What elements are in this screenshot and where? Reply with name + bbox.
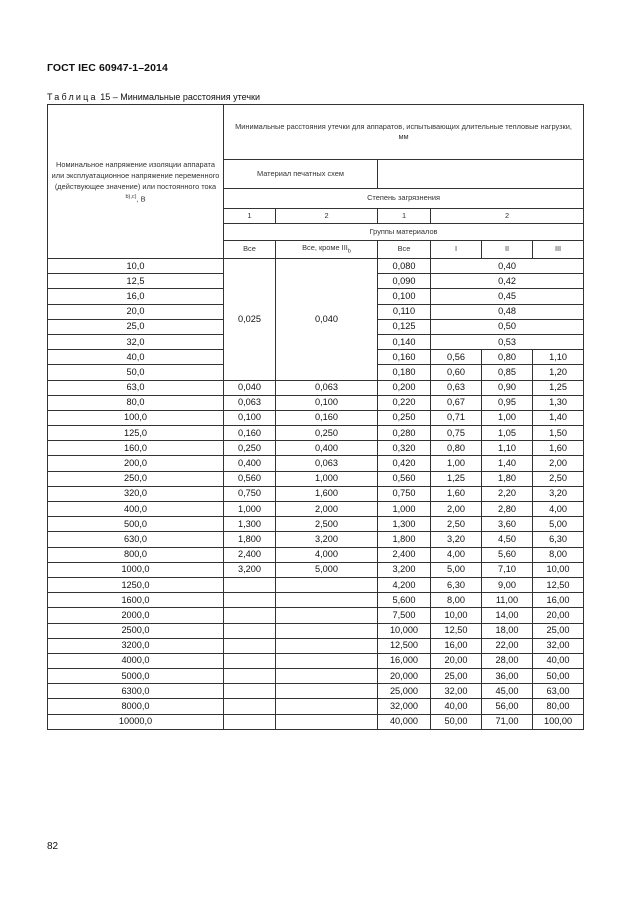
group-ii-cell: 11,00 bbox=[482, 593, 533, 608]
pcb-pd2-cell: 0,160 bbox=[276, 410, 378, 425]
group-title-header: Минимальные расстояния утечки для аппаратов, испытывающих длительные тепловые нагрузки, мм bbox=[224, 105, 584, 160]
table-row bbox=[48, 684, 584, 699]
voltage-cell: 1250,0 bbox=[48, 577, 224, 592]
group-i-cell: 0,63 bbox=[431, 380, 482, 395]
group-iii-cell: 80,00 bbox=[533, 699, 584, 714]
group-ii-cell: 0,85 bbox=[482, 365, 533, 380]
group-i-cell: 0,56 bbox=[431, 350, 482, 365]
pd1-all-cell: 0,320 bbox=[378, 441, 431, 456]
pd1-all-cell: 0,080 bbox=[378, 259, 431, 274]
pcb-pd2-cell: 5,000 bbox=[276, 562, 378, 577]
pd1-all-cell: 32,000 bbox=[378, 699, 431, 714]
group-i-cell: 12,50 bbox=[431, 623, 482, 638]
standard-title: ГОСТ IEC 60947-1–2014 bbox=[47, 62, 168, 74]
table-row bbox=[48, 395, 584, 410]
pcb-pd2-cell: 1,000 bbox=[276, 471, 378, 486]
pd2-all-groups-cell: 0,53 bbox=[431, 334, 584, 349]
group-ii-cell: 36,00 bbox=[482, 669, 533, 684]
pd1b-header: 1 bbox=[378, 209, 431, 224]
table-row bbox=[48, 623, 584, 638]
pcb-pd1-cell bbox=[224, 593, 276, 608]
voltage-cell: 250,0 bbox=[48, 471, 224, 486]
table-row bbox=[48, 532, 584, 547]
group-i-cell: 40,00 bbox=[431, 699, 482, 714]
all2-header: Все bbox=[378, 241, 431, 259]
group-iii-cell: 5,00 bbox=[533, 517, 584, 532]
voltage-cell: 12,5 bbox=[48, 274, 224, 289]
pcb-pd1-cell: 2,400 bbox=[224, 547, 276, 562]
group-ii-cell: 28,00 bbox=[482, 653, 533, 668]
group-ii-cell: 18,00 bbox=[482, 623, 533, 638]
group-iii-header: III bbox=[533, 241, 584, 259]
pd2-header: 2 bbox=[276, 209, 378, 224]
table-body bbox=[48, 259, 584, 730]
pcb-pd2-cell bbox=[276, 714, 378, 729]
pcb-pd1-cell: 0,750 bbox=[224, 486, 276, 501]
pcb-pd1-cell: 0,040 bbox=[224, 380, 276, 395]
pcb-pd2-cell bbox=[276, 653, 378, 668]
voltage-cell: 160,0 bbox=[48, 441, 224, 456]
voltage-cell: 4000,0 bbox=[48, 653, 224, 668]
voltage-cell: 400,0 bbox=[48, 502, 224, 517]
pcb-pd2-cell bbox=[276, 669, 378, 684]
caption-number: 15 bbox=[100, 92, 111, 102]
table-row bbox=[48, 547, 584, 562]
voltage-cell: 320,0 bbox=[48, 486, 224, 501]
voltage-cell: 80,0 bbox=[48, 395, 224, 410]
pd2-all-groups-cell: 0,40 bbox=[431, 259, 584, 274]
group-iii-cell: 6,30 bbox=[533, 532, 584, 547]
voltage-cell: 100,0 bbox=[48, 410, 224, 425]
group-i-cell: 6,30 bbox=[431, 577, 482, 592]
creepage-table bbox=[47, 104, 584, 730]
voltage-header-sup: b),c) bbox=[125, 193, 137, 200]
pcb-pd2-cell bbox=[276, 623, 378, 638]
pcb-pd2-cell: 0,063 bbox=[276, 380, 378, 395]
group-iii-cell: 8,00 bbox=[533, 547, 584, 562]
voltage-cell: 1600,0 bbox=[48, 593, 224, 608]
pd1-all-cell: 0,100 bbox=[378, 289, 431, 304]
pcb-pd1-cell: 1,800 bbox=[224, 532, 276, 547]
group-i-cell: 20,00 bbox=[431, 653, 482, 668]
voltage-cell: 200,0 bbox=[48, 456, 224, 471]
pd2-all-groups-cell: 0,50 bbox=[431, 319, 584, 334]
pcb-pd1-cell: 0,400 bbox=[224, 456, 276, 471]
voltage-cell: 630,0 bbox=[48, 532, 224, 547]
pcb-pd1-cell: 0,560 bbox=[224, 471, 276, 486]
pcb-pd1-cell bbox=[224, 608, 276, 623]
group-i-cell: 0,80 bbox=[431, 441, 482, 456]
pcb-pd2-cell bbox=[276, 577, 378, 592]
pd2-all-groups-cell: 0,42 bbox=[431, 274, 584, 289]
voltage-cell: 40,0 bbox=[48, 350, 224, 365]
group-i-cell: 25,00 bbox=[431, 669, 482, 684]
pd1-all-cell: 25,000 bbox=[378, 684, 431, 699]
group-i-cell: 0,75 bbox=[431, 426, 482, 441]
group-ii-cell: 2,80 bbox=[482, 502, 533, 517]
group-i-cell: 2,00 bbox=[431, 502, 482, 517]
empty-header-cell bbox=[378, 160, 584, 189]
pcb-pd1-cell: 1,000 bbox=[224, 502, 276, 517]
pcb-pd2-cell: 4,000 bbox=[276, 547, 378, 562]
voltage-header-unit: , В bbox=[136, 194, 146, 204]
group-i-cell: 32,00 bbox=[431, 684, 482, 699]
table-row bbox=[48, 471, 584, 486]
pcb-pd1-cell: 0,063 bbox=[224, 395, 276, 410]
group-iii-cell: 12,50 bbox=[533, 577, 584, 592]
pd1-all-cell: 1,300 bbox=[378, 517, 431, 532]
pollution-degree-header: Степень загрязнения bbox=[224, 189, 584, 209]
pd1-all-cell: 0,200 bbox=[378, 380, 431, 395]
voltage-cell: 10000,0 bbox=[48, 714, 224, 729]
group-iii-cell: 16,00 bbox=[533, 593, 584, 608]
pcb-pd1-cell bbox=[224, 623, 276, 638]
group-i-cell: 3,20 bbox=[431, 532, 482, 547]
pd1-all-cell: 0,140 bbox=[378, 334, 431, 349]
pcb-pd2-cell: 0,250 bbox=[276, 426, 378, 441]
table-row bbox=[48, 593, 584, 608]
group-iii-cell: 50,00 bbox=[533, 669, 584, 684]
pcb-pd1-cell bbox=[224, 714, 276, 729]
group-iii-cell: 1,30 bbox=[533, 395, 584, 410]
group-iii-cell: 3,20 bbox=[533, 486, 584, 501]
pcb-pd1-merged-cell: 0,025 bbox=[224, 259, 276, 381]
group-iii-cell: 63,00 bbox=[533, 684, 584, 699]
table-row bbox=[48, 259, 584, 274]
pd1-all-cell: 10,000 bbox=[378, 623, 431, 638]
group-iii-cell: 25,00 bbox=[533, 623, 584, 638]
pd1-all-cell: 0,180 bbox=[378, 365, 431, 380]
pd1-all-cell: 3,200 bbox=[378, 562, 431, 577]
pcb-pd2-cell bbox=[276, 638, 378, 653]
group-ii-cell: 7,10 bbox=[482, 562, 533, 577]
group-i-cell: 0,60 bbox=[431, 365, 482, 380]
pd1-all-cell: 0,090 bbox=[378, 274, 431, 289]
pd1-all-cell: 12,500 bbox=[378, 638, 431, 653]
group-i-cell: 5,00 bbox=[431, 562, 482, 577]
table-row bbox=[48, 699, 584, 714]
group-iii-cell: 1,20 bbox=[533, 365, 584, 380]
group-ii-cell: 0,95 bbox=[482, 395, 533, 410]
group-ii-cell: 1,80 bbox=[482, 471, 533, 486]
voltage-cell: 2500,0 bbox=[48, 623, 224, 638]
group-iii-cell: 2,50 bbox=[533, 471, 584, 486]
group-iii-cell: 100,00 bbox=[533, 714, 584, 729]
voltage-cell: 32,0 bbox=[48, 334, 224, 349]
pd1-all-cell: 0,160 bbox=[378, 350, 431, 365]
caption-label: Таблица bbox=[47, 92, 98, 102]
pcb-pd1-cell bbox=[224, 669, 276, 684]
pd1-all-cell: 0,280 bbox=[378, 426, 431, 441]
all-except-text: Все, кроме III bbox=[302, 242, 348, 252]
voltage-cell: 10,0 bbox=[48, 259, 224, 274]
table-row bbox=[48, 562, 584, 577]
voltage-cell: 16,0 bbox=[48, 289, 224, 304]
pcb-pd2-cell: 0,400 bbox=[276, 441, 378, 456]
voltage-cell: 20,0 bbox=[48, 304, 224, 319]
table-row bbox=[48, 577, 584, 592]
group-iii-cell: 1,25 bbox=[533, 380, 584, 395]
group-i-cell: 16,00 bbox=[431, 638, 482, 653]
pcb-pd1-cell: 3,200 bbox=[224, 562, 276, 577]
pd1-header: 1 bbox=[224, 209, 276, 224]
group-ii-cell: 56,00 bbox=[482, 699, 533, 714]
pcb-pd2-cell: 1,600 bbox=[276, 486, 378, 501]
pcb-material-header: Материал печатных схем bbox=[224, 160, 378, 189]
pd2-all-groups-cell: 0,48 bbox=[431, 304, 584, 319]
page-number: 82 bbox=[47, 841, 59, 852]
pcb-pd1-cell bbox=[224, 684, 276, 699]
pd1-all-cell: 0,110 bbox=[378, 304, 431, 319]
group-ii-header: II bbox=[482, 241, 533, 259]
group-iii-cell: 40,00 bbox=[533, 653, 584, 668]
voltage-header bbox=[48, 105, 224, 259]
group-i-cell: 50,00 bbox=[431, 714, 482, 729]
group-iii-cell: 1,60 bbox=[533, 441, 584, 456]
group-iii-cell: 1,50 bbox=[533, 426, 584, 441]
pd1-all-cell: 4,200 bbox=[378, 577, 431, 592]
group-i-cell: 0,67 bbox=[431, 395, 482, 410]
group-i-cell: 8,00 bbox=[431, 593, 482, 608]
table-row bbox=[48, 669, 584, 684]
group-i-cell: 1,00 bbox=[431, 456, 482, 471]
group-iii-cell: 20,00 bbox=[533, 608, 584, 623]
pcb-pd1-cell: 0,100 bbox=[224, 410, 276, 425]
table-row bbox=[48, 456, 584, 471]
group-ii-cell: 1,40 bbox=[482, 456, 533, 471]
voltage-cell: 2000,0 bbox=[48, 608, 224, 623]
group-ii-cell: 71,00 bbox=[482, 714, 533, 729]
group-ii-cell: 0,90 bbox=[482, 380, 533, 395]
group-ii-cell: 1,10 bbox=[482, 441, 533, 456]
group-ii-cell: 2,20 bbox=[482, 486, 533, 501]
voltage-cell: 5000,0 bbox=[48, 669, 224, 684]
group-ii-cell: 4,50 bbox=[482, 532, 533, 547]
group-iii-cell: 1,40 bbox=[533, 410, 584, 425]
pd2b-header: 2 bbox=[431, 209, 584, 224]
voltage-header-text: Номинальное напряжение изоляции аппарата или эксплуатационное напряжение переменного (действующее значение) или постоянного тока bbox=[51, 159, 220, 191]
group-iii-cell: 4,00 bbox=[533, 502, 584, 517]
table-row bbox=[48, 380, 584, 395]
group-ii-cell: 0,80 bbox=[482, 350, 533, 365]
table-row bbox=[48, 653, 584, 668]
pcb-pd1-cell: 0,160 bbox=[224, 426, 276, 441]
pd1-all-cell: 1,800 bbox=[378, 532, 431, 547]
pcb-pd2-cell bbox=[276, 699, 378, 714]
pd1-all-cell: 5,600 bbox=[378, 593, 431, 608]
all-except-header bbox=[276, 241, 378, 259]
pcb-pd2-merged-cell: 0,040 bbox=[276, 259, 378, 381]
table-row bbox=[48, 486, 584, 501]
pcb-pd1-cell: 1,300 bbox=[224, 517, 276, 532]
table-row bbox=[48, 608, 584, 623]
pd1-all-cell: 0,125 bbox=[378, 319, 431, 334]
voltage-cell: 800,0 bbox=[48, 547, 224, 562]
voltage-cell: 63,0 bbox=[48, 380, 224, 395]
table-row bbox=[48, 517, 584, 532]
voltage-cell: 8000,0 bbox=[48, 699, 224, 714]
group-ii-cell: 3,60 bbox=[482, 517, 533, 532]
group-i-cell: 4,00 bbox=[431, 547, 482, 562]
group-ii-cell: 1,00 bbox=[482, 410, 533, 425]
group-i-header: I bbox=[431, 241, 482, 259]
pd1-all-cell: 0,250 bbox=[378, 410, 431, 425]
group-iii-cell: 10,00 bbox=[533, 562, 584, 577]
table-row bbox=[48, 410, 584, 425]
table-row bbox=[48, 714, 584, 729]
group-ii-cell: 5,60 bbox=[482, 547, 533, 562]
group-i-cell: 0,71 bbox=[431, 410, 482, 425]
group-i-cell: 1,60 bbox=[431, 486, 482, 501]
all-except-sub: b bbox=[347, 247, 351, 254]
pcb-pd2-cell bbox=[276, 608, 378, 623]
all-header: Все bbox=[224, 241, 276, 259]
table-row bbox=[48, 441, 584, 456]
pd1-all-cell: 0,750 bbox=[378, 486, 431, 501]
pcb-pd2-cell: 3,200 bbox=[276, 532, 378, 547]
table-row bbox=[48, 638, 584, 653]
group-iii-cell: 32,00 bbox=[533, 638, 584, 653]
material-groups-header: Группы материалов bbox=[224, 224, 584, 241]
pcb-pd2-cell bbox=[276, 593, 378, 608]
pd1-all-cell: 0,560 bbox=[378, 471, 431, 486]
group-ii-cell: 1,05 bbox=[482, 426, 533, 441]
table-caption bbox=[47, 92, 260, 102]
group-iii-cell: 1,10 bbox=[533, 350, 584, 365]
pd1-all-cell: 7,500 bbox=[378, 608, 431, 623]
pd1-all-cell: 20,000 bbox=[378, 669, 431, 684]
pcb-pd2-cell bbox=[276, 684, 378, 699]
pcb-pd1-cell bbox=[224, 653, 276, 668]
group-ii-cell: 45,00 bbox=[482, 684, 533, 699]
group-ii-cell: 9,00 bbox=[482, 577, 533, 592]
voltage-cell: 50,0 bbox=[48, 365, 224, 380]
pcb-pd1-cell: 0,250 bbox=[224, 441, 276, 456]
voltage-cell: 1000,0 bbox=[48, 562, 224, 577]
pcb-pd2-cell: 0,100 bbox=[276, 395, 378, 410]
pcb-pd1-cell bbox=[224, 638, 276, 653]
group-i-cell: 10,00 bbox=[431, 608, 482, 623]
group-i-cell: 2,50 bbox=[431, 517, 482, 532]
pd1-all-cell: 1,000 bbox=[378, 502, 431, 517]
pcb-pd1-cell bbox=[224, 577, 276, 592]
table-row bbox=[48, 426, 584, 441]
voltage-cell: 25,0 bbox=[48, 319, 224, 334]
voltage-cell: 6300,0 bbox=[48, 684, 224, 699]
pcb-pd2-cell: 2,000 bbox=[276, 502, 378, 517]
table-row bbox=[48, 502, 584, 517]
group-ii-cell: 22,00 bbox=[482, 638, 533, 653]
voltage-cell: 125,0 bbox=[48, 426, 224, 441]
pd1-all-cell: 0,420 bbox=[378, 456, 431, 471]
group-i-cell: 1,25 bbox=[431, 471, 482, 486]
pd1-all-cell: 0,220 bbox=[378, 395, 431, 410]
voltage-cell: 500,0 bbox=[48, 517, 224, 532]
pcb-pd1-cell bbox=[224, 699, 276, 714]
pd1-all-cell: 40,000 bbox=[378, 714, 431, 729]
pd1-all-cell: 16,000 bbox=[378, 653, 431, 668]
pd2-all-groups-cell: 0,45 bbox=[431, 289, 584, 304]
voltage-cell: 3200,0 bbox=[48, 638, 224, 653]
pd1-all-cell: 2,400 bbox=[378, 547, 431, 562]
pcb-pd2-cell: 2,500 bbox=[276, 517, 378, 532]
group-iii-cell: 2,00 bbox=[533, 456, 584, 471]
group-ii-cell: 14,00 bbox=[482, 608, 533, 623]
caption-title: – Минимальные расстояния утечки bbox=[112, 92, 261, 102]
pcb-pd2-cell: 0,063 bbox=[276, 456, 378, 471]
